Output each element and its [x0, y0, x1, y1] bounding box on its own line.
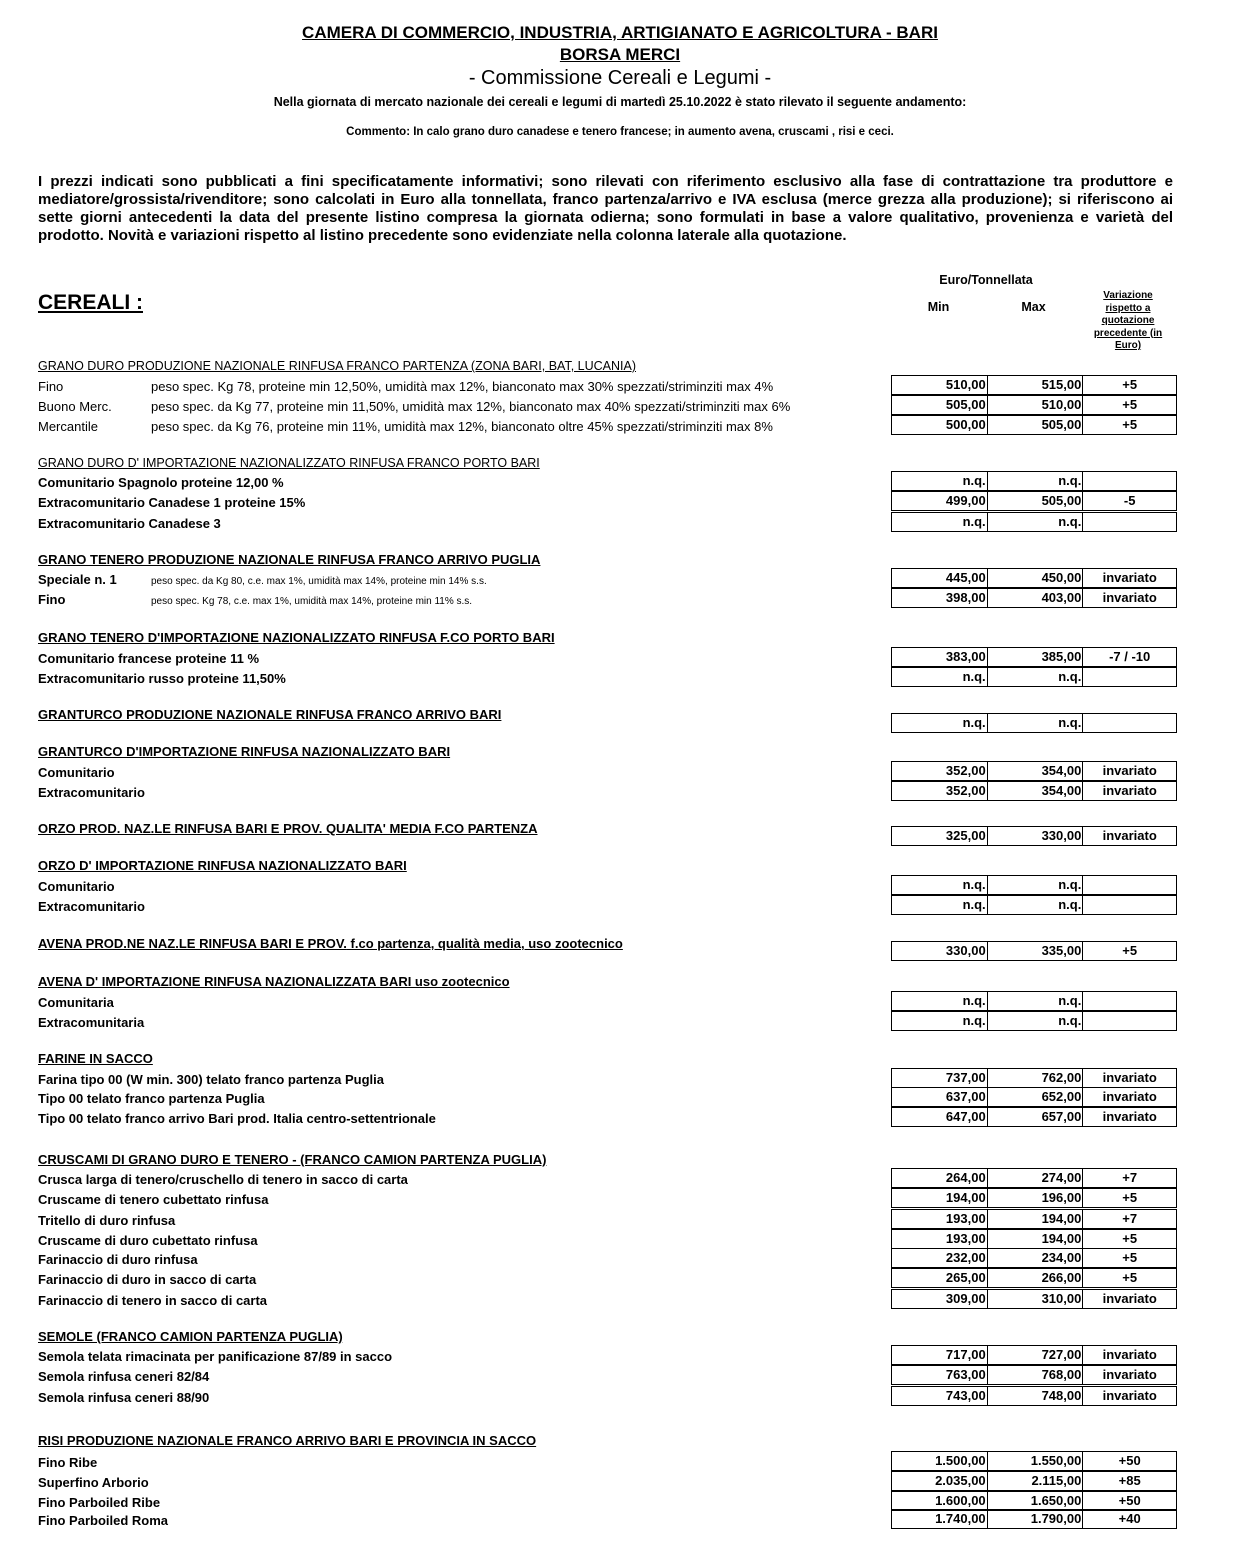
- variation-value: +40: [1118, 1511, 1141, 1526]
- price-box: [891, 826, 1177, 846]
- price-box: [891, 1365, 1177, 1385]
- price-box: [891, 1268, 1177, 1288]
- section-title: [38, 552, 540, 567]
- price-box: [891, 1248, 1177, 1268]
- row-description: peso spec. da Kg 80, c.e. max 1%, umidità max 14%, proteine min 14% s.s.: [151, 576, 487, 587]
- max-price: 335,00: [988, 942, 1084, 960]
- variation-value: +50: [1118, 1453, 1141, 1468]
- variation-value: invariato: [1102, 783, 1157, 798]
- variation-value: [1083, 714, 1176, 732]
- row-label: Fino: [38, 592, 66, 607]
- min-price: 1.500,00: [892, 1452, 988, 1470]
- row-label: Comunitario: [38, 879, 115, 894]
- row-label: Extracomunitario: [38, 899, 145, 914]
- min-price: 637,00: [892, 1088, 988, 1106]
- price-box: [891, 875, 1177, 895]
- row-description: peso spec. da Kg 76, proteine min 11%, umidità max 12%, bianconato oltre 45% spezzati/striminziti max 8%: [151, 419, 773, 434]
- price-box: [891, 1168, 1177, 1188]
- price-box: [891, 1209, 1177, 1229]
- price-box: [891, 1345, 1177, 1365]
- comment-line: Commento: In calo grano duro canadese e tenero francese; in aumento avena, cruscami , risi e ceci.: [346, 126, 894, 138]
- variation-value: +7: [1122, 1170, 1138, 1185]
- max-price: 657,00: [988, 1108, 1084, 1126]
- min-price: 2.035,00: [892, 1472, 988, 1490]
- variation-value: +7: [1122, 1211, 1138, 1226]
- variation-header: Variazione rispetto a quotazione precedente (in Euro): [1093, 290, 1163, 351]
- price-box: [891, 1509, 1177, 1529]
- min-price: 743,00: [892, 1387, 988, 1405]
- row-label: Extracomunitario: [38, 785, 145, 800]
- variation-value: invariato: [1102, 570, 1157, 585]
- variation-value: invariato: [1102, 1388, 1157, 1403]
- min-price: n.q.: [892, 876, 988, 894]
- section-title-text: AVENA D' IMPORTAZIONE RINFUSA NAZIONALIZZATA BARI uso zootecnico: [38, 974, 510, 989]
- row-label: Farinaccio di duro rinfusa: [38, 1252, 198, 1267]
- min-price: 1.740,00: [892, 1510, 988, 1528]
- section-title: [38, 359, 636, 373]
- min-price: n.q.: [892, 714, 988, 732]
- max-price: 354,00: [988, 762, 1084, 780]
- max-price: 310,00: [988, 1290, 1084, 1308]
- variation-value: [1083, 513, 1176, 531]
- price-box: [891, 667, 1177, 687]
- min-price: 193,00: [892, 1230, 988, 1248]
- variation-value: invariato: [1102, 763, 1157, 778]
- max-price: 652,00: [988, 1088, 1084, 1106]
- max-price: 194,00: [988, 1230, 1084, 1248]
- variation-value: [1083, 992, 1176, 1010]
- max-price: 505,00: [988, 416, 1084, 434]
- variation-value: +5: [1122, 397, 1138, 412]
- max-price: n.q.: [988, 896, 1084, 914]
- min-price: 499,00: [892, 492, 988, 510]
- max-price: 2.115,00: [988, 1472, 1084, 1490]
- section-title-text: GRANO DURO PRODUZIONE NAZIONALE RINFUSA FRANCO PARTENZA (ZONA BARI, BAT, LUCANIA): [38, 359, 636, 373]
- min-price: n.q.: [892, 513, 988, 531]
- variation-value: invariato: [1102, 1070, 1157, 1085]
- section-title-text: AVENA PROD.NE NAZ.LE RINFUSA BARI E PROV.: [38, 936, 347, 951]
- variation-value: +5: [1122, 943, 1138, 958]
- min-price: 737,00: [892, 1069, 988, 1087]
- variation-value: +85: [1118, 1473, 1141, 1488]
- max-price: n.q.: [988, 714, 1084, 732]
- row-label: Mercantile: [38, 419, 98, 434]
- row-label: Farinaccio di duro in sacco di carta: [38, 1272, 257, 1287]
- max-price: n.q.: [988, 472, 1084, 490]
- section-title-text: ORZO D' IMPORTAZIONE RINFUSA NAZIONALIZZATO BARI: [38, 858, 407, 873]
- max-price: 1.650,00: [988, 1492, 1084, 1510]
- price-box: [891, 1471, 1177, 1491]
- max-price: 768,00: [988, 1366, 1084, 1384]
- row-label: Fino Parboiled Ribe: [38, 1495, 161, 1510]
- row-description: peso spec. Kg 78, c.e. max 1%, umidità max 14%, proteine min 11% s.s.: [151, 596, 473, 607]
- row-label: Semola rinfusa ceneri 88/90: [38, 1390, 210, 1405]
- min-price: 500,00: [892, 416, 988, 434]
- row-label: Extracomunitario Canadese 1 proteine 15%: [38, 495, 306, 510]
- section-title: [38, 1051, 153, 1066]
- section-title-text: GRANTURCO D'IMPORTAZIONE RINFUSA NAZIONALIZZATO BARI: [38, 744, 451, 759]
- row-label: Extracomunitario Canadese 3: [38, 516, 221, 531]
- min-price: 232,00: [892, 1249, 988, 1267]
- variation-value: [1083, 876, 1176, 894]
- max-price: 450,00: [988, 569, 1084, 587]
- price-box: [891, 761, 1177, 781]
- section-title: [38, 456, 540, 470]
- row-label: Buono Merc.: [38, 399, 112, 414]
- min-price: n.q.: [892, 668, 988, 686]
- variation-value: +50: [1118, 1493, 1141, 1508]
- row-label: Tritello di duro rinfusa: [38, 1213, 176, 1228]
- variation-value: [1083, 896, 1176, 914]
- row-label: Farina tipo 00 (W min. 300) telato franco partenza Puglia: [38, 1072, 385, 1087]
- price-box: [891, 568, 1177, 588]
- section-title-text: GRANTURCO PRODUZIONE NAZIONALE RINFUSA FRANCO ARRIVO BARI: [38, 707, 502, 722]
- min-price: n.q.: [892, 472, 988, 490]
- row-label: Semola telata rimacinata per panificazione 87/89 in sacco: [38, 1349, 393, 1364]
- row-label: Fino Parboiled Roma: [38, 1513, 169, 1528]
- row-label: Semola rinfusa ceneri 82/84: [38, 1369, 210, 1384]
- variation-value: +5: [1122, 1190, 1138, 1205]
- section-title-text: CRUSCAMI DI GRANO DURO E TENERO - (FRANCO CAMION PARTENZA PUGLIA): [38, 1152, 547, 1167]
- variation-value: invariato: [1102, 1347, 1157, 1362]
- min-price: 445,00: [892, 569, 988, 587]
- section-title-text: RISI PRODUZIONE NAZIONALE FRANCO ARRIVO BARI E PROVINCIA IN SACCO: [38, 1433, 537, 1448]
- price-box: [891, 491, 1177, 511]
- variation-value: -5: [1123, 493, 1136, 508]
- min-price: n.q.: [892, 992, 988, 1010]
- max-price: 330,00: [988, 827, 1084, 845]
- min-price: 647,00: [892, 1108, 988, 1126]
- variation-value: invariato: [1102, 1109, 1157, 1124]
- max-price: 234,00: [988, 1249, 1084, 1267]
- max-price: 515,00: [988, 376, 1084, 394]
- max-price: 194,00: [988, 1210, 1084, 1228]
- price-box: [891, 1229, 1177, 1249]
- row-label: Comunitario: [38, 765, 115, 780]
- section-title: [38, 1152, 546, 1167]
- section-title: [38, 974, 510, 989]
- row-label: Superfino Arborio: [38, 1475, 149, 1490]
- variation-value: +5: [1122, 1270, 1138, 1285]
- max-price: 510,00: [988, 396, 1084, 414]
- row-label: Cruscame di tenero cubettato rinfusa: [38, 1192, 269, 1207]
- max-price: 274,00: [988, 1169, 1084, 1187]
- price-box: [891, 647, 1177, 667]
- min-price: 510,00: [892, 376, 988, 394]
- max-price: 748,00: [988, 1387, 1084, 1405]
- section-title: [38, 744, 450, 759]
- min-price: 309,00: [892, 1290, 988, 1308]
- row-label: Tipo 00 telato franco arrivo Bari prod. Italia centro-settentrionale: [38, 1111, 436, 1126]
- intro-paragraph: I prezzi indicati sono pubblicati a fini specificatamente informativi; sono rilevati con riferimento esclusivo alla fase di contrattazione tra produttore e mediatore/grossista/rivenditore; sono calcolati in Euro alla tonnellata, franco partenza/arrivo e IVA esclusa (merce grezza alla produzione); si riferiscono ai sette giorni antecedenti la data del presente listino compresa la giornata odierna; sono formulati in base a valore qualitativo, provenienza e varietà del prodotto. Novità e variazioni rispetto al listino precedente sono evidenziate nella colonna laterale alla quotazione.: [38, 173, 1173, 244]
- max-price: n.q.: [988, 513, 1084, 531]
- min-price: 325,00: [892, 827, 988, 845]
- price-box: [891, 1451, 1177, 1471]
- max-price: 1.790,00: [988, 1510, 1084, 1528]
- max-price: 727,00: [988, 1346, 1084, 1364]
- min-price: 352,00: [892, 762, 988, 780]
- row-description: peso spec. Kg 78, proteine min 12,50%, umidità max 12%, bianconato max 30% spezzati/striminziti max 4%: [151, 379, 774, 394]
- min-price: 194,00: [892, 1189, 988, 1207]
- min-price: 1.600,00: [892, 1492, 988, 1510]
- section-title: [38, 858, 407, 873]
- min-header: Min: [927, 300, 950, 314]
- row-label: Comunitario francese proteine 11 %: [38, 651, 260, 666]
- min-price: 330,00: [892, 942, 988, 960]
- variation-value: +5: [1122, 1250, 1138, 1265]
- price-box: [891, 588, 1177, 608]
- variation-value: invariato: [1102, 1367, 1157, 1382]
- min-price: 264,00: [892, 1169, 988, 1187]
- price-box: [891, 375, 1177, 395]
- section-title-text: FARINE IN SACCO: [38, 1051, 153, 1066]
- max-price: n.q.: [988, 992, 1084, 1010]
- price-box: [891, 1011, 1177, 1031]
- min-price: n.q.: [892, 896, 988, 914]
- row-label: Extracomunitario russo proteine 11,50%: [38, 671, 286, 686]
- variation-value: +5: [1122, 1231, 1138, 1246]
- price-box: [891, 1188, 1177, 1208]
- row-label: Fino: [38, 379, 64, 394]
- price-box: [891, 471, 1177, 491]
- section-title: [38, 1329, 343, 1344]
- max-price: n.q.: [988, 668, 1084, 686]
- max-price: 354,00: [988, 782, 1084, 800]
- section-title-text: SEMOLE (FRANCO CAMION PARTENZA PUGLIA): [38, 1329, 343, 1344]
- cereali-heading: CEREALI :: [38, 291, 143, 314]
- row-description: peso spec. da Kg 77, proteine min 11,50%, umidità max 12%, bianconato max 40% spezzati/striminziti max 6%: [151, 399, 791, 414]
- min-price: 717,00: [892, 1346, 988, 1364]
- price-box: [891, 895, 1177, 915]
- borsa-merci-title: BORSA MERCI: [559, 45, 681, 64]
- price-box: [891, 1068, 1177, 1088]
- price-box: [891, 415, 1177, 435]
- price-box: [891, 1087, 1177, 1107]
- min-price: 505,00: [892, 396, 988, 414]
- section-title-text: GRANO DURO D' IMPORTAZIONE NAZIONALIZZATO RINFUSA FRANCO PORTO BARI: [38, 456, 540, 470]
- row-label: Comunitario Spagnolo proteine 12,00 %: [38, 475, 284, 490]
- row-label: Tipo 00 telato franco partenza Puglia: [38, 1091, 265, 1106]
- max-price: n.q.: [988, 1012, 1084, 1030]
- row-label: Crusca larga di tenero/cruschello di tenero in sacco di carta: [38, 1172, 408, 1187]
- section-title-extra: f.co partenza, qualità media, uso zootecnico: [346, 936, 623, 951]
- variation-value: invariato: [1102, 1089, 1157, 1104]
- price-box: [891, 991, 1177, 1011]
- max-price: 762,00: [988, 1069, 1084, 1087]
- variation-value: invariato: [1102, 590, 1157, 605]
- row-label: Cruscame di duro cubettato rinfusa: [38, 1233, 258, 1248]
- section-title: [38, 936, 623, 951]
- max-price: 505,00: [988, 492, 1084, 510]
- variation-value: [1083, 472, 1176, 490]
- variation-value: +5: [1122, 377, 1138, 392]
- price-box: [891, 781, 1177, 801]
- section-title-text: GRANO TENERO D'IMPORTAZIONE NAZIONALIZZATO RINFUSA F.CO PORTO BARI: [38, 630, 555, 645]
- variation-value: -7 / -10: [1109, 649, 1151, 664]
- market-day-line: Nella giornata di mercato nazionale dei cereali e legumi di martedì 25.10.2022 è stato rilevato il seguente andamento:: [273, 95, 967, 109]
- variation-value: invariato: [1102, 1291, 1157, 1306]
- price-box: [891, 713, 1177, 733]
- price-box: [891, 941, 1177, 961]
- max-price: n.q.: [988, 876, 1084, 894]
- price-box: [891, 1386, 1177, 1406]
- max-price: 266,00: [988, 1269, 1084, 1287]
- org-title: CAMERA DI COMMERCIO, INDUSTRIA, ARTIGIANATO E AGRICOLTURA - BARI: [302, 23, 938, 42]
- max-price: 1.550,00: [988, 1452, 1084, 1470]
- min-price: 383,00: [892, 648, 988, 666]
- section-title: [38, 707, 501, 722]
- min-price: 398,00: [892, 589, 988, 607]
- row-label: Farinaccio di tenero in sacco di carta: [38, 1293, 268, 1308]
- min-price: 763,00: [892, 1366, 988, 1384]
- commissione-title: - Commissione Cereali e Legumi -: [468, 67, 772, 89]
- price-box: [891, 1491, 1177, 1511]
- price-box: [891, 512, 1177, 532]
- min-price: 193,00: [892, 1210, 988, 1228]
- max-price: 403,00: [988, 589, 1084, 607]
- variation-value: +5: [1122, 417, 1138, 432]
- variation-value: [1083, 1012, 1176, 1030]
- row-label: Fino Ribe: [38, 1455, 98, 1470]
- price-box: [891, 1107, 1177, 1127]
- unit-header: Euro/Tonnellata: [939, 273, 1033, 287]
- variation-value: [1083, 668, 1176, 686]
- price-box: [891, 395, 1177, 415]
- section-title-text: ORZO PROD. NAZ.LE RINFUSA BARI E PROV. QUALITA' MEDIA F.CO PARTENZA: [38, 821, 538, 836]
- section-title-text: GRANO TENERO PRODUZIONE NAZIONALE RINFUSA FRANCO ARRIVO PUGLIA: [38, 552, 541, 567]
- section-title: [38, 630, 555, 645]
- variation-value: invariato: [1102, 828, 1157, 843]
- section-title: [38, 821, 538, 836]
- row-label: Speciale n. 1: [38, 572, 117, 587]
- min-price: n.q.: [892, 1012, 988, 1030]
- price-box: [891, 1289, 1177, 1309]
- section-title: [38, 1433, 536, 1448]
- row-label: Extracomunitaria: [38, 1015, 145, 1030]
- min-price: 352,00: [892, 782, 988, 800]
- row-label: Comunitaria: [38, 995, 114, 1010]
- min-price: 265,00: [892, 1269, 988, 1287]
- max-price: 385,00: [988, 648, 1084, 666]
- max-header: Max: [1021, 300, 1046, 314]
- max-price: 196,00: [988, 1189, 1084, 1207]
